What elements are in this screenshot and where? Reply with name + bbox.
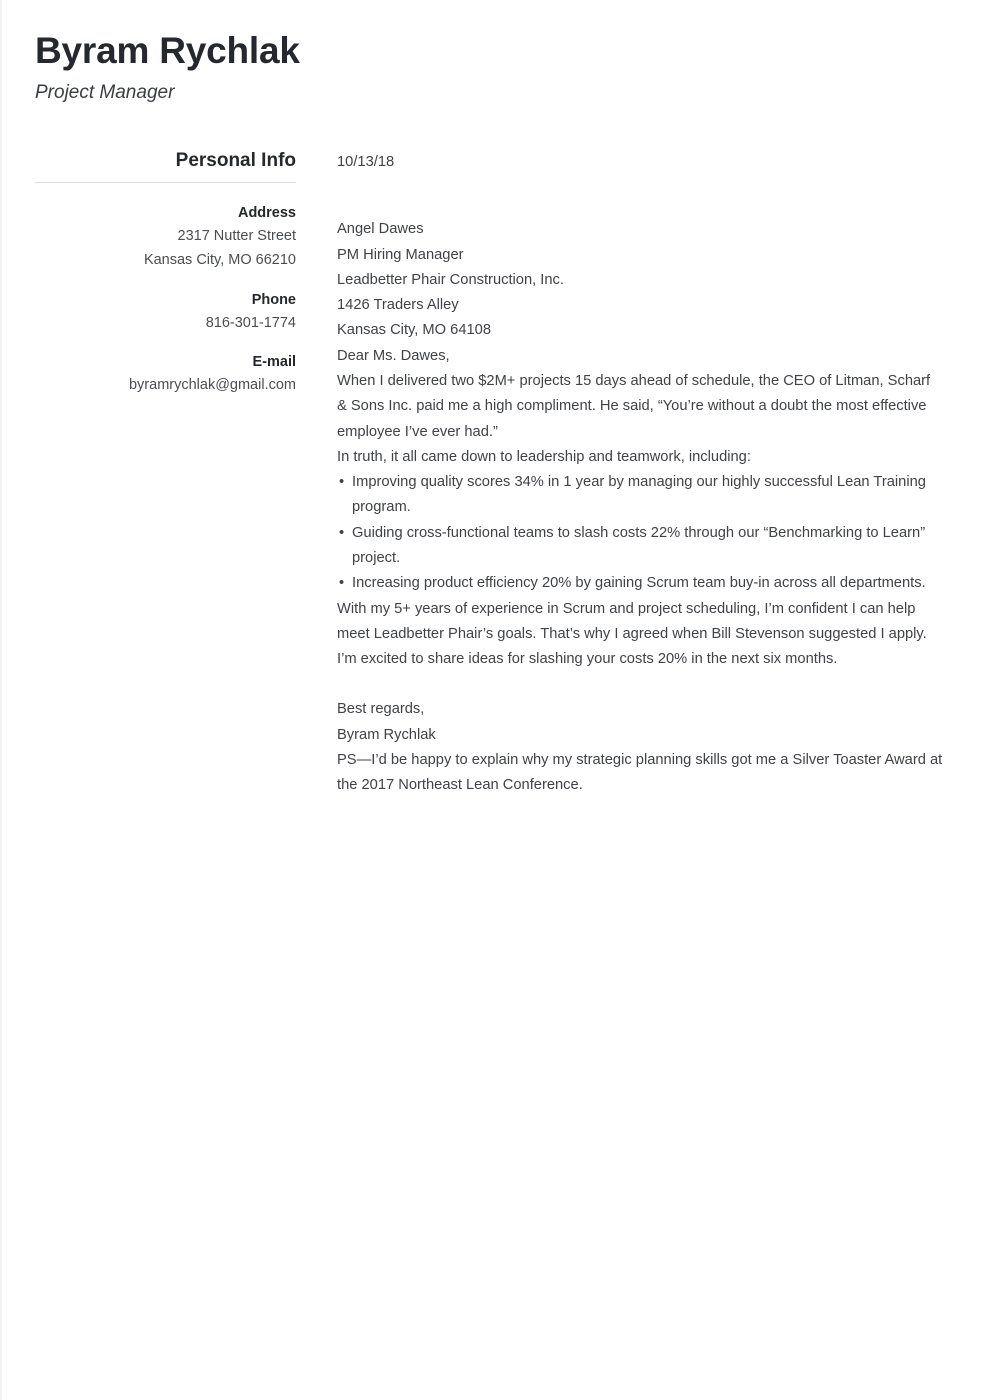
signoff-name: Byram Rychlak <box>337 726 436 743</box>
achievement-text: Increasing product efficiency 20% by gaining Scrum team buy-in across all departments. <box>352 575 926 592</box>
letter-paragraph-closing: With my 5+ years of experience in Scrum and project scheduling, I’m confident I can help meet Leadbetter Phair’s goals. That’s why I agreed when Bill Stevenson suggested I apply. I’m excited to share ideas for slashing your costs 20% in the next six months. <box>337 600 927 668</box>
info-value-address-line1: 2317 Nutter Street <box>177 227 296 244</box>
info-label-email: E-mail <box>252 353 296 370</box>
bullet-icon: • <box>339 524 345 541</box>
info-label-address: Address <box>237 204 296 221</box>
recipient-name: Angel Dawes <box>337 221 424 238</box>
letter-postscript: PS—I’d be happy to explain why my strategic planning skills got me a Silver Toaster Award at the 2017 Northeast Lean Conference. <box>337 751 943 794</box>
recipient-address-block <box>337 217 943 343</box>
letter-date: 10/13/18 <box>337 154 395 170</box>
bullet-icon: • <box>339 575 345 592</box>
letter-salutation: Dear Ms. Dawes, <box>337 347 450 364</box>
signoff-closing: Best regards, <box>337 701 425 718</box>
list-item <box>337 521 943 572</box>
personal-info-heading: Personal Info <box>35 150 296 183</box>
letterhead <box>35 30 935 104</box>
bullet-icon: • <box>339 474 345 491</box>
letter-paragraph-lead: When I delivered two $2M+ projects 15 days ahead of schedule, the CEO of Litman, Scharf & Sons Inc. paid me a high compliment. He said, “You’re without a doubt the most effective employee I’ve ever had.” <box>337 372 931 440</box>
list-item <box>337 571 943 596</box>
achievement-text: Guiding cross-functional teams to slash costs 22% through our “Benchmarking to Learn” project. <box>352 524 926 566</box>
letter-paragraph-intro: In truth, it all came down to leadership and teamwork, including: <box>337 448 751 465</box>
letter-body <box>337 150 943 798</box>
letter-signoff <box>337 697 943 748</box>
recipient-role: PM Hiring Manager <box>337 246 464 263</box>
recipient-company: Leadbetter Phair Construction, Inc. <box>337 271 564 288</box>
info-label-phone: Phone <box>251 291 296 308</box>
recipient-city: Kansas City, MO 64108 <box>337 322 492 339</box>
page-left-edge <box>0 0 2 1400</box>
achievement-list <box>337 470 943 596</box>
achievement-text: Improving quality scores 34% in 1 year by managing our highly successful Lean Training program. <box>352 474 926 516</box>
info-value-phone[interactable]: 816-301-1774 <box>205 314 296 331</box>
list-item <box>337 470 943 521</box>
info-value-email[interactable]: byramrychlak@gmail.com <box>128 376 296 393</box>
candidate-job-title: Project Manager <box>35 81 175 103</box>
candidate-name: Byram Rychlak <box>35 30 300 71</box>
info-value-address-line2: Kansas City, MO 66210 <box>143 252 296 269</box>
personal-info-sidebar <box>35 150 296 397</box>
info-block-phone <box>35 290 296 335</box>
info-block-email <box>35 352 296 397</box>
recipient-street: 1426 Traders Alley <box>337 297 459 314</box>
info-block-address <box>35 203 296 273</box>
